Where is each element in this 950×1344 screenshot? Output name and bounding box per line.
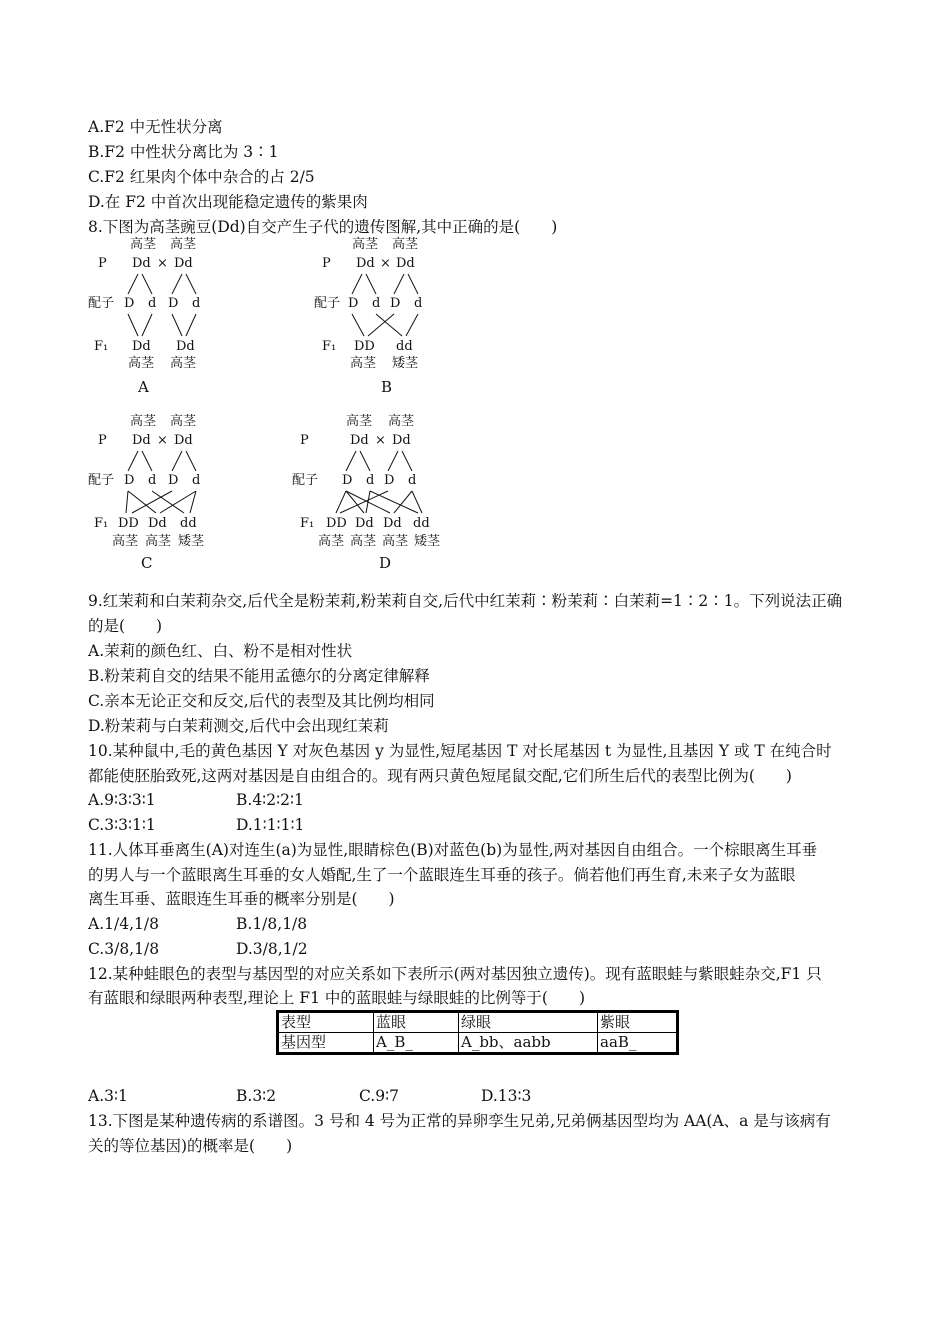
diagram-b-f1-geno-2: dd bbox=[396, 339, 413, 354]
q12-option-c: C.9∶7 bbox=[359, 1087, 399, 1105]
arrow-b-2 bbox=[366, 274, 376, 294]
diagram-c-gamete-4: d bbox=[192, 473, 201, 488]
q12-stem-line-1: 12.某种蛙眼色的表型与基因型的对应关系如下表所示(两对基因独立遗传)。现有蓝眼蛙与紫眼蛙杂交,F1 只 bbox=[88, 965, 822, 983]
arrow-c-1 bbox=[128, 451, 138, 471]
arrow-d-2 bbox=[360, 451, 370, 471]
diagram-a-label: A bbox=[138, 378, 149, 396]
arrow-d-5 bbox=[336, 491, 346, 513]
diagram-a-gamete-2: d bbox=[148, 296, 157, 311]
diagram-c-parent-pheno-2: 高茎 bbox=[170, 414, 197, 429]
q12-option-d: D.13∶3 bbox=[481, 1087, 532, 1105]
diagram-c-f1-label: F₁ bbox=[94, 516, 109, 531]
diagram-b-parent-pheno-2: 高茎 bbox=[392, 237, 419, 252]
arrow-a-3 bbox=[172, 274, 182, 294]
arrow-a-7 bbox=[172, 314, 182, 336]
q11-option-c: C.3/8,1/8 bbox=[88, 940, 160, 958]
diagram-b-parent-geno-2: Dd bbox=[396, 256, 415, 271]
diagram-d-p-label: P bbox=[300, 433, 309, 448]
arrow-b-6 bbox=[368, 314, 394, 336]
arrow-a-2 bbox=[142, 274, 152, 294]
diagram-d-gamete-3: D bbox=[384, 473, 395, 488]
cross-diagram-arrows bbox=[0, 0, 950, 600]
arrow-b-4 bbox=[408, 274, 418, 294]
q12-stem-line-2: 有蓝眼和绿眼两种表型,理论上 F1 中的蓝眼蛙与绿眼蛙的比例等于( ) bbox=[88, 989, 585, 1007]
q13-stem-line-1: 13.下图是某种遗传病的系谱图。3 号和 4 号为正常的异卵孪生兄弟,兄弟俩基因型均为 AA(A、a 是与该病有 bbox=[88, 1112, 831, 1130]
q11-stem-line-1: 11.人体耳垂离生(A)对连生(a)为显性,眼睛棕色(B)对蓝色(b)为显性,两对基因自由组合。一个棕眼离生耳垂 bbox=[88, 841, 818, 859]
diagram-d-f1-pheno-1: 高茎 bbox=[318, 534, 345, 549]
diagram-b-gamete-2: d bbox=[372, 296, 381, 311]
diagram-c-parent-geno-1: Dd bbox=[132, 433, 151, 448]
diagram-a-gamete-3: D bbox=[168, 296, 179, 311]
arrow-c-2 bbox=[142, 451, 152, 471]
diagram-c-f1-pheno-1: 高茎 bbox=[112, 534, 139, 549]
arrow-b-7 bbox=[376, 314, 402, 336]
table-cell: A_bb、aabb bbox=[459, 1033, 598, 1054]
arrow-a-5 bbox=[128, 314, 138, 336]
diagram-c-gamete-1: D bbox=[124, 473, 135, 488]
table-cell: 绿眼 bbox=[459, 1012, 598, 1033]
arrow-d-6 bbox=[346, 491, 364, 513]
diagram-c-parent-geno-2: Dd bbox=[174, 433, 193, 448]
q9-option-d: D.粉茉莉与白茉莉测交,后代中会出现红茉莉 bbox=[88, 717, 389, 735]
arrow-d-12 bbox=[412, 491, 422, 513]
arrow-a-6 bbox=[142, 314, 152, 336]
diagram-a-gamete-label: 配子 bbox=[88, 296, 115, 311]
arrow-d-3 bbox=[388, 451, 398, 471]
q12-option-b: B.3∶2 bbox=[236, 1087, 277, 1105]
q9-stem-line-2: 的是( ) bbox=[88, 617, 163, 635]
diagram-c-label: C bbox=[141, 554, 153, 572]
diagram-d-f1-label: F₁ bbox=[300, 516, 315, 531]
diagram-a-f1-geno-1: Dd bbox=[132, 339, 151, 354]
diagram-c-f1-pheno-2: 高茎 bbox=[145, 534, 172, 549]
diagram-b-gamete-3: D bbox=[390, 296, 401, 311]
q7-option-b: B.F2 中性状分离比为 3∶1 bbox=[88, 143, 279, 161]
diagram-c-gamete-2: d bbox=[148, 473, 157, 488]
table-cell: 紫眼 bbox=[598, 1012, 678, 1033]
q10-option-d: D.1∶1∶1∶1 bbox=[236, 816, 305, 834]
arrow-c-3 bbox=[172, 451, 182, 471]
table-cell: 表型 bbox=[278, 1012, 374, 1033]
diagram-d-f1-geno-4: dd bbox=[413, 516, 430, 531]
diagram-b-gamete-label: 配子 bbox=[314, 296, 341, 311]
q9-option-b: B.粉茉莉自交的结果不能用孟德尔的分离定律解释 bbox=[88, 667, 430, 685]
arrow-a-1 bbox=[128, 274, 138, 294]
diagram-d-cross: × bbox=[375, 433, 386, 448]
diagram-a-parent-pheno-2: 高茎 bbox=[170, 237, 197, 252]
diagram-b-f1-pheno-1: 高茎 bbox=[350, 356, 377, 371]
diagram-c-cross: × bbox=[157, 433, 168, 448]
q11-stem-line-2: 的男人与一个蓝眼离生耳垂的女人婚配,生了一个蓝眼连生耳垂的孩子。倘若他们再生育,未来子女为蓝眼 bbox=[88, 866, 796, 884]
q8-stem: 8.下图为高茎豌豆(Dd)自交产生子代的遗传图解,其中正确的是( ) bbox=[88, 218, 558, 236]
arrow-d-7 bbox=[340, 491, 388, 513]
diagram-b-f1-label: F₁ bbox=[322, 339, 337, 354]
arrow-d-9 bbox=[346, 491, 390, 513]
diagram-b-parent-pheno-1: 高茎 bbox=[352, 237, 379, 252]
diagram-d-gamete-4: d bbox=[408, 473, 417, 488]
table-cell: A_B_ bbox=[374, 1033, 459, 1054]
diagram-b-f1-geno-1: DD bbox=[354, 339, 375, 354]
q11-stem-line-3: 离生耳垂、蓝眼连生耳垂的概率分别是( ) bbox=[88, 890, 395, 908]
diagram-d-label: D bbox=[379, 554, 392, 572]
diagram-b-gamete-1: D bbox=[348, 296, 359, 311]
q7-option-c: C.F2 红果肉个体中杂合的占 2/5 bbox=[88, 168, 315, 186]
arrow-a-8 bbox=[186, 314, 196, 336]
diagram-a-f1-pheno-1: 高茎 bbox=[128, 356, 155, 371]
diagram-d-f1-pheno-2: 高茎 bbox=[350, 534, 377, 549]
diagram-d-parent-pheno-2: 高茎 bbox=[388, 414, 415, 429]
diagram-a-gamete-4: d bbox=[192, 296, 201, 311]
q10-option-b: B.4∶2∶2∶1 bbox=[236, 791, 304, 809]
diagram-d-gamete-2: d bbox=[366, 473, 375, 488]
diagram-a-f1-label: F₁ bbox=[94, 339, 109, 354]
diagram-a-parent-geno-1: Dd bbox=[132, 256, 151, 271]
diagram-d-gamete-label: 配子 bbox=[292, 473, 319, 488]
diagram-a-f1-pheno-2: 高茎 bbox=[170, 356, 197, 371]
diagram-d-parent-geno-2: Dd bbox=[392, 433, 411, 448]
arrow-d-10 bbox=[394, 491, 412, 513]
diagram-a-cross: × bbox=[157, 256, 168, 271]
diagram-c-parent-pheno-1: 高茎 bbox=[130, 414, 157, 429]
q9-option-c: C.亲本无论正交和反交,后代的表型及其比例均相同 bbox=[88, 692, 435, 710]
q13-stem-line-2: 关的等位基因)的概率是( ) bbox=[88, 1137, 293, 1155]
diagram-b-parent-geno-1: Dd bbox=[356, 256, 375, 271]
diagram-a-parent-pheno-1: 高茎 bbox=[130, 237, 157, 252]
arrow-c-4 bbox=[186, 451, 196, 471]
diagram-a-f1-geno-2: Dd bbox=[176, 339, 195, 354]
arrow-b-3 bbox=[394, 274, 404, 294]
table-cell: 基因型 bbox=[278, 1033, 374, 1054]
arrow-d-11 bbox=[370, 491, 418, 513]
q10-option-a: A.9∶3∶3∶1 bbox=[88, 791, 156, 809]
diagram-a-parent-geno-2: Dd bbox=[174, 256, 193, 271]
diagram-c-f1-geno-3: dd bbox=[180, 516, 197, 531]
diagram-d-parent-pheno-1: 高茎 bbox=[346, 414, 373, 429]
phenotype-genotype-table bbox=[276, 1010, 679, 1055]
diagram-c-gamete-3: D bbox=[168, 473, 179, 488]
arrow-d-1 bbox=[346, 451, 356, 471]
q11-option-a: A.1/4,1/8 bbox=[88, 915, 159, 933]
diagram-a-gamete-1: D bbox=[124, 296, 135, 311]
diagram-b-p-label: P bbox=[322, 256, 331, 271]
q10-option-c: C.3∶3∶1∶1 bbox=[88, 816, 156, 834]
diagram-b-f1-pheno-2: 矮茎 bbox=[392, 356, 419, 371]
arrow-b-8 bbox=[406, 314, 418, 336]
q9-option-a: A.茉莉的颜色红、白、粉不是相对性状 bbox=[88, 642, 353, 660]
q7-option-d: D.在 F2 中首次出现能稳定遗传的紫果肉 bbox=[88, 193, 368, 211]
arrow-a-4 bbox=[186, 274, 196, 294]
diagram-d-f1-pheno-4: 矮茎 bbox=[414, 534, 441, 549]
q10-stem-line-2: 都能使胚胎致死,这两对基因是自由组合的。现有两只黄色短尾鼠交配,它们所生后代的表型比例为( ) bbox=[88, 767, 792, 785]
diagram-d-f1-geno-3: Dd bbox=[383, 516, 402, 531]
q12-option-a: A.3∶1 bbox=[88, 1087, 128, 1105]
diagram-d-f1-geno-2: Dd bbox=[355, 516, 374, 531]
diagram-c-f1-geno-2: Dd bbox=[148, 516, 167, 531]
diagram-b-label: B bbox=[381, 378, 393, 396]
diagram-d-f1-geno-1: DD bbox=[326, 516, 347, 531]
table-row bbox=[278, 1012, 678, 1033]
diagram-c-p-label: P bbox=[98, 433, 107, 448]
table-row bbox=[278, 1033, 678, 1054]
arrow-c-5 bbox=[126, 491, 128, 513]
table-cell: 蓝眼 bbox=[374, 1012, 459, 1033]
diagram-a-p-label: P bbox=[98, 256, 107, 271]
arrow-b-1 bbox=[352, 274, 362, 294]
diagram-b-gamete-4: d bbox=[414, 296, 423, 311]
q9-stem-line-1: 9.红茉莉和白茉莉杂交,后代全是粉茉莉,粉茉莉自交,后代中红茉莉∶粉茉莉∶白茉莉=1∶2∶1。下列说法正确 bbox=[88, 592, 843, 610]
diagram-d-f1-pheno-3: 高茎 bbox=[382, 534, 409, 549]
diagram-c-f1-pheno-3: 矮茎 bbox=[178, 534, 205, 549]
table-cell: aaB_ bbox=[598, 1033, 678, 1054]
diagram-d-parent-geno-1: Dd bbox=[350, 433, 369, 448]
q7-option-a: A.F2 中无性状分离 bbox=[88, 118, 223, 136]
diagram-b-cross: × bbox=[380, 256, 391, 271]
q11-option-d: D.3/8,1/2 bbox=[236, 940, 308, 958]
arrow-b-5 bbox=[352, 314, 364, 336]
arrow-d-4 bbox=[402, 451, 412, 471]
diagram-d-gamete-1: D bbox=[342, 473, 353, 488]
q10-stem-line-1: 10.某种鼠中,毛的黄色基因 Y 对灰色基因 y 为显性,短尾基因 T 对长尾基因 t 为显性,且基因 Y 或 T 在纯合时 bbox=[88, 742, 832, 760]
diagram-c-gamete-label: 配子 bbox=[88, 473, 115, 488]
q11-option-b: B.1/8,1/8 bbox=[236, 915, 308, 933]
diagram-c-f1-geno-1: DD bbox=[118, 516, 139, 531]
arrow-c-9 bbox=[152, 491, 184, 513]
